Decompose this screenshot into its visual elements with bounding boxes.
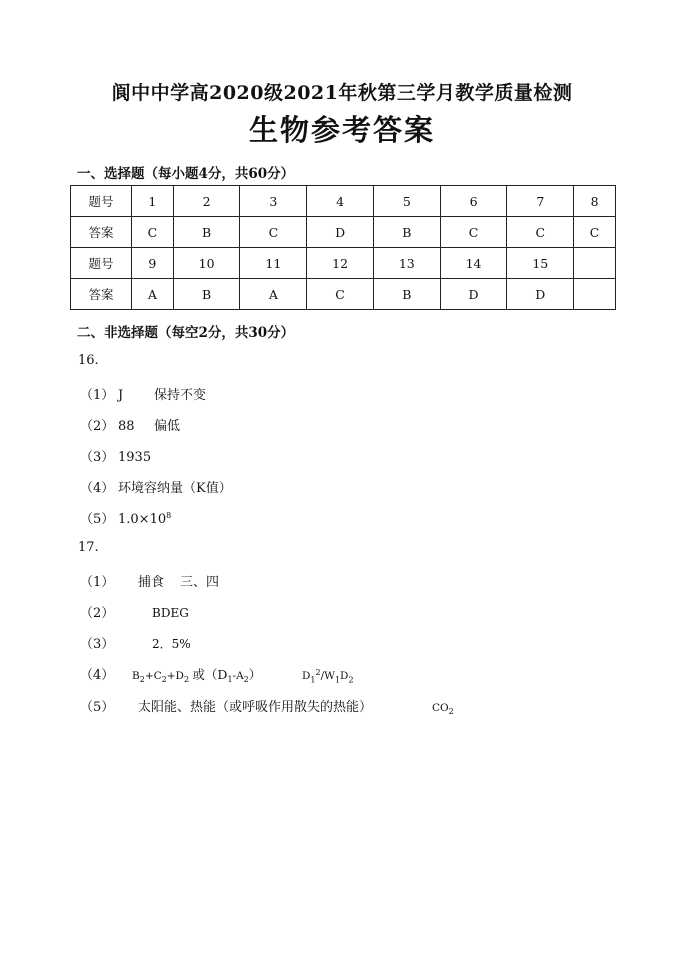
- answer-a: $B_2+C_2+D_2$ 或$(D_1-A_2)$: [132, 667, 262, 685]
- table-cell: C: [132, 217, 174, 248]
- item-label: （5）: [80, 512, 115, 527]
- answer-b: 保持不变: [154, 388, 207, 403]
- table-cell: 13: [373, 248, 440, 279]
- q17-item-4: [80, 664, 354, 684]
- item-label: （2）: [80, 606, 115, 621]
- item-label: （1）: [80, 575, 115, 590]
- table-cell: C: [307, 279, 374, 310]
- table-cell: 7: [507, 186, 574, 217]
- table-cell: 题号: [71, 186, 132, 217]
- answer-a: 88: [118, 419, 135, 434]
- table-row: [71, 248, 616, 279]
- item-label: （5）: [80, 700, 115, 715]
- q16-item-1: [80, 384, 206, 403]
- table-cell: 4: [307, 186, 374, 217]
- table-cell: C: [574, 217, 616, 248]
- table-cell: B: [173, 217, 240, 248]
- table-cell: 1: [132, 186, 174, 217]
- table-cell: C: [507, 217, 574, 248]
- item-label: （3）: [80, 450, 115, 465]
- table-cell: 3: [240, 186, 307, 217]
- answer-a: 太阳能、热能（或呼吸作用散失的热能）: [138, 700, 373, 715]
- q16-item-2: [80, 415, 180, 434]
- answer-a: BDEG: [152, 606, 189, 620]
- section2-heading: 二、非选择题（每空2分，共30分）: [77, 325, 295, 341]
- table-cell: D: [507, 279, 574, 310]
- table-cell: 8: [574, 186, 616, 217]
- answer-a: 2．5%: [152, 637, 191, 651]
- table-row: [71, 217, 616, 248]
- q17-item-5: [80, 696, 454, 716]
- document-title: 阆中中学高2020级2021年秋第三学月教学质量检测: [111, 82, 573, 104]
- q17-item-3: [80, 633, 191, 652]
- table-row: [71, 279, 616, 310]
- answer-b: $D_1^2/W_1D_2$: [302, 667, 354, 685]
- answer-table: [70, 185, 616, 310]
- answer-b: $CO_2$: [432, 702, 454, 717]
- item-label: （2）: [80, 419, 115, 434]
- answer-b: 偏低: [154, 419, 181, 434]
- table-cell: [574, 248, 616, 279]
- q17-item-2: [80, 602, 189, 621]
- q16-item-5: [80, 508, 171, 527]
- table-cell: C: [240, 217, 307, 248]
- table-cell: 15: [507, 248, 574, 279]
- q16-item-3: [80, 446, 151, 465]
- table-cell: 12: [307, 248, 374, 279]
- table-cell: 2: [173, 186, 240, 217]
- table-cell: B: [173, 279, 240, 310]
- table-cell: A: [240, 279, 307, 310]
- table-cell: 题号: [71, 248, 132, 279]
- answer-a: J: [118, 388, 124, 403]
- question-16-number: 16.: [78, 353, 99, 368]
- table-cell: 9: [132, 248, 174, 279]
- item-label: （1）: [80, 388, 115, 403]
- document-subtitle: 生物参考答案: [248, 113, 435, 147]
- table-cell: 11: [240, 248, 307, 279]
- table-cell: C: [440, 217, 507, 248]
- table-cell: 6: [440, 186, 507, 217]
- answer-a: 1935: [118, 450, 152, 465]
- table-cell: 答案: [71, 279, 132, 310]
- question-17-number: 17.: [78, 540, 99, 555]
- answer-a: 环境容纳量（K值）: [118, 481, 232, 496]
- section1-heading: 一、选择题（每小题4分，共60分）: [77, 166, 295, 182]
- table-cell: B: [373, 279, 440, 310]
- table-cell: B: [373, 217, 440, 248]
- answer-b: 三、四: [180, 575, 220, 590]
- table-row: [71, 186, 616, 217]
- table-cell: 10: [173, 248, 240, 279]
- q17-item-1: [80, 571, 219, 590]
- table-cell: A: [132, 279, 174, 310]
- item-label: （4）: [80, 481, 115, 496]
- table-cell: 答案: [71, 217, 132, 248]
- answer-a: $1.0\times 10^8$: [118, 510, 172, 527]
- table-cell: D: [440, 279, 507, 310]
- answer-a: 捕食: [138, 575, 165, 590]
- item-label: （4）: [80, 668, 115, 683]
- table-cell: 5: [373, 186, 440, 217]
- table-cell: 14: [440, 248, 507, 279]
- item-label: （3）: [80, 637, 115, 652]
- table-cell: [574, 279, 616, 310]
- table-cell: D: [307, 217, 374, 248]
- q16-item-4: [80, 477, 232, 496]
